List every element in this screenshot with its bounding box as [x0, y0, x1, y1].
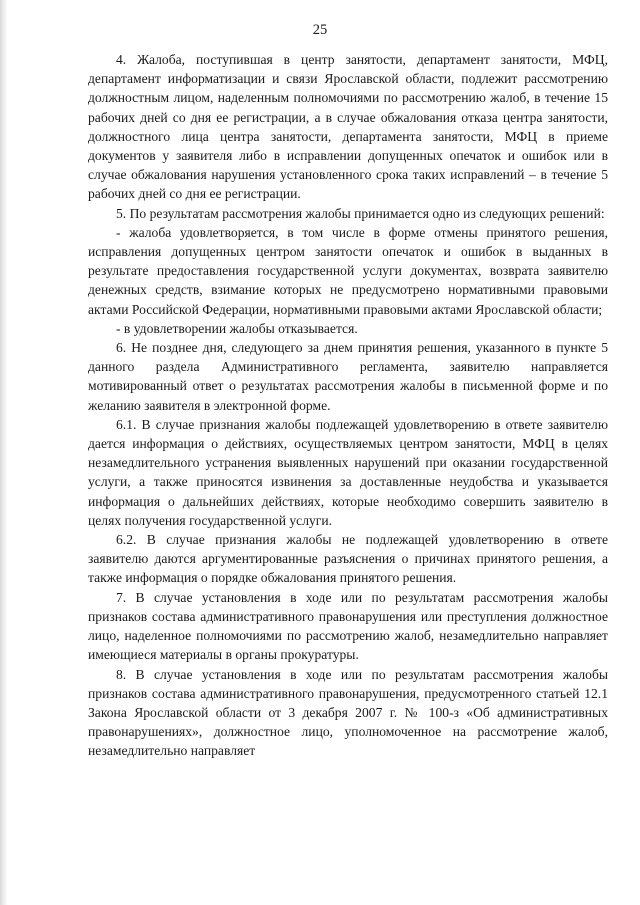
paragraph-6-2: 6.2. В случае признания жалобы не подлежащей удовлетворению в ответе заявителю даются аргументированные разъяснения о причинах принятого решения, а также информация о порядке обжалования принятого решения.	[88, 532, 608, 586]
list-item-complaint-satisfied: - жалоба удовлетворяется, в том числе в форме отмены принятого решения, исправления допущенных центром занятости опечаток и ошибок в выданных в результате предоставления государственной услуги документах, возврата заявителю денежных средств, взимание которых не предусмотрено нормативными правовыми актами Российской Федерации, нормативными правовыми актами Ярославской области;	[88, 224, 608, 317]
paragraph-7: 7. В случае установления в ходе или по результатам рассмотрения жалобы признаков состава административного правонарушения или преступления должностное лицо, наделенное полномочиями по рассмотрению жалоб, незамедлительно направляет имеющиеся материалы в органы прокуратуры.	[88, 589, 608, 663]
page-shadow-edge	[0, 0, 8, 905]
paragraph-8: 8. В случае установления в ходе или по результатам рассмотрения жалобы признаков состава административного правонарушения, предусмотренного статьей 12.1 Закона Ярославской области от 3 декабря 2007 г. № 100-з «Об административных правонарушениях», должностное лицо, уполномоченное на рассмотрение жалоб, незамедлительно направляет	[88, 666, 608, 759]
document-body	[88, 50, 608, 761]
paragraph-4: 4. Жалоба, поступившая в центр занятости, департамент занятости, МФЦ, департамент информатизации и связи Ярославской области, подлежит рассмотрению должностным лицом, наделенным полномочиями по рассмотрению жалоб, в течение 15 рабочих дней со дня ее регистрации, а в случае обжалования отказа центра занятости, должностного лица центра занятости, департамента занятости, МФЦ в приеме документов у заявителя либо в исправлении допущенных опечаток и ошибок или в случае обжалования нарушения установленного срока таких исправлений – в течение 5 рабочих дней со дня ее регистрации.	[88, 52, 608, 202]
paragraph-6-1: 6.1. В случае признания жалобы подлежащей удовлетворению в ответе заявителю дается информация о действиях, осуществляемых центром занятости, МФЦ в целях незамедлительного устранения выявленных нарушений при оказании государственной услуги, а также приносятся извинения за доставленные неудобства и указывается информация о дальнейших действиях, которые необходимо совершить заявителю в целях получения государственной услуги.	[88, 416, 608, 528]
page-number: 25	[312, 22, 328, 38]
paragraph-5: 5. По результатам рассмотрения жалобы принимается одно из следующих решений:	[116, 205, 605, 221]
list-item-complaint-rejected: - в удовлетворении жалобы отказывается.	[116, 320, 358, 336]
paragraph-6: 6. Не позднее дня, следующего за днем принятия решения, указанного в пункте 5 данного раздела Административного регламента, заявителю направляется мотивированный ответ о результатах рассмотрения жалобы в письменной форме и по желанию заявителя в электронной форме.	[88, 340, 608, 413]
